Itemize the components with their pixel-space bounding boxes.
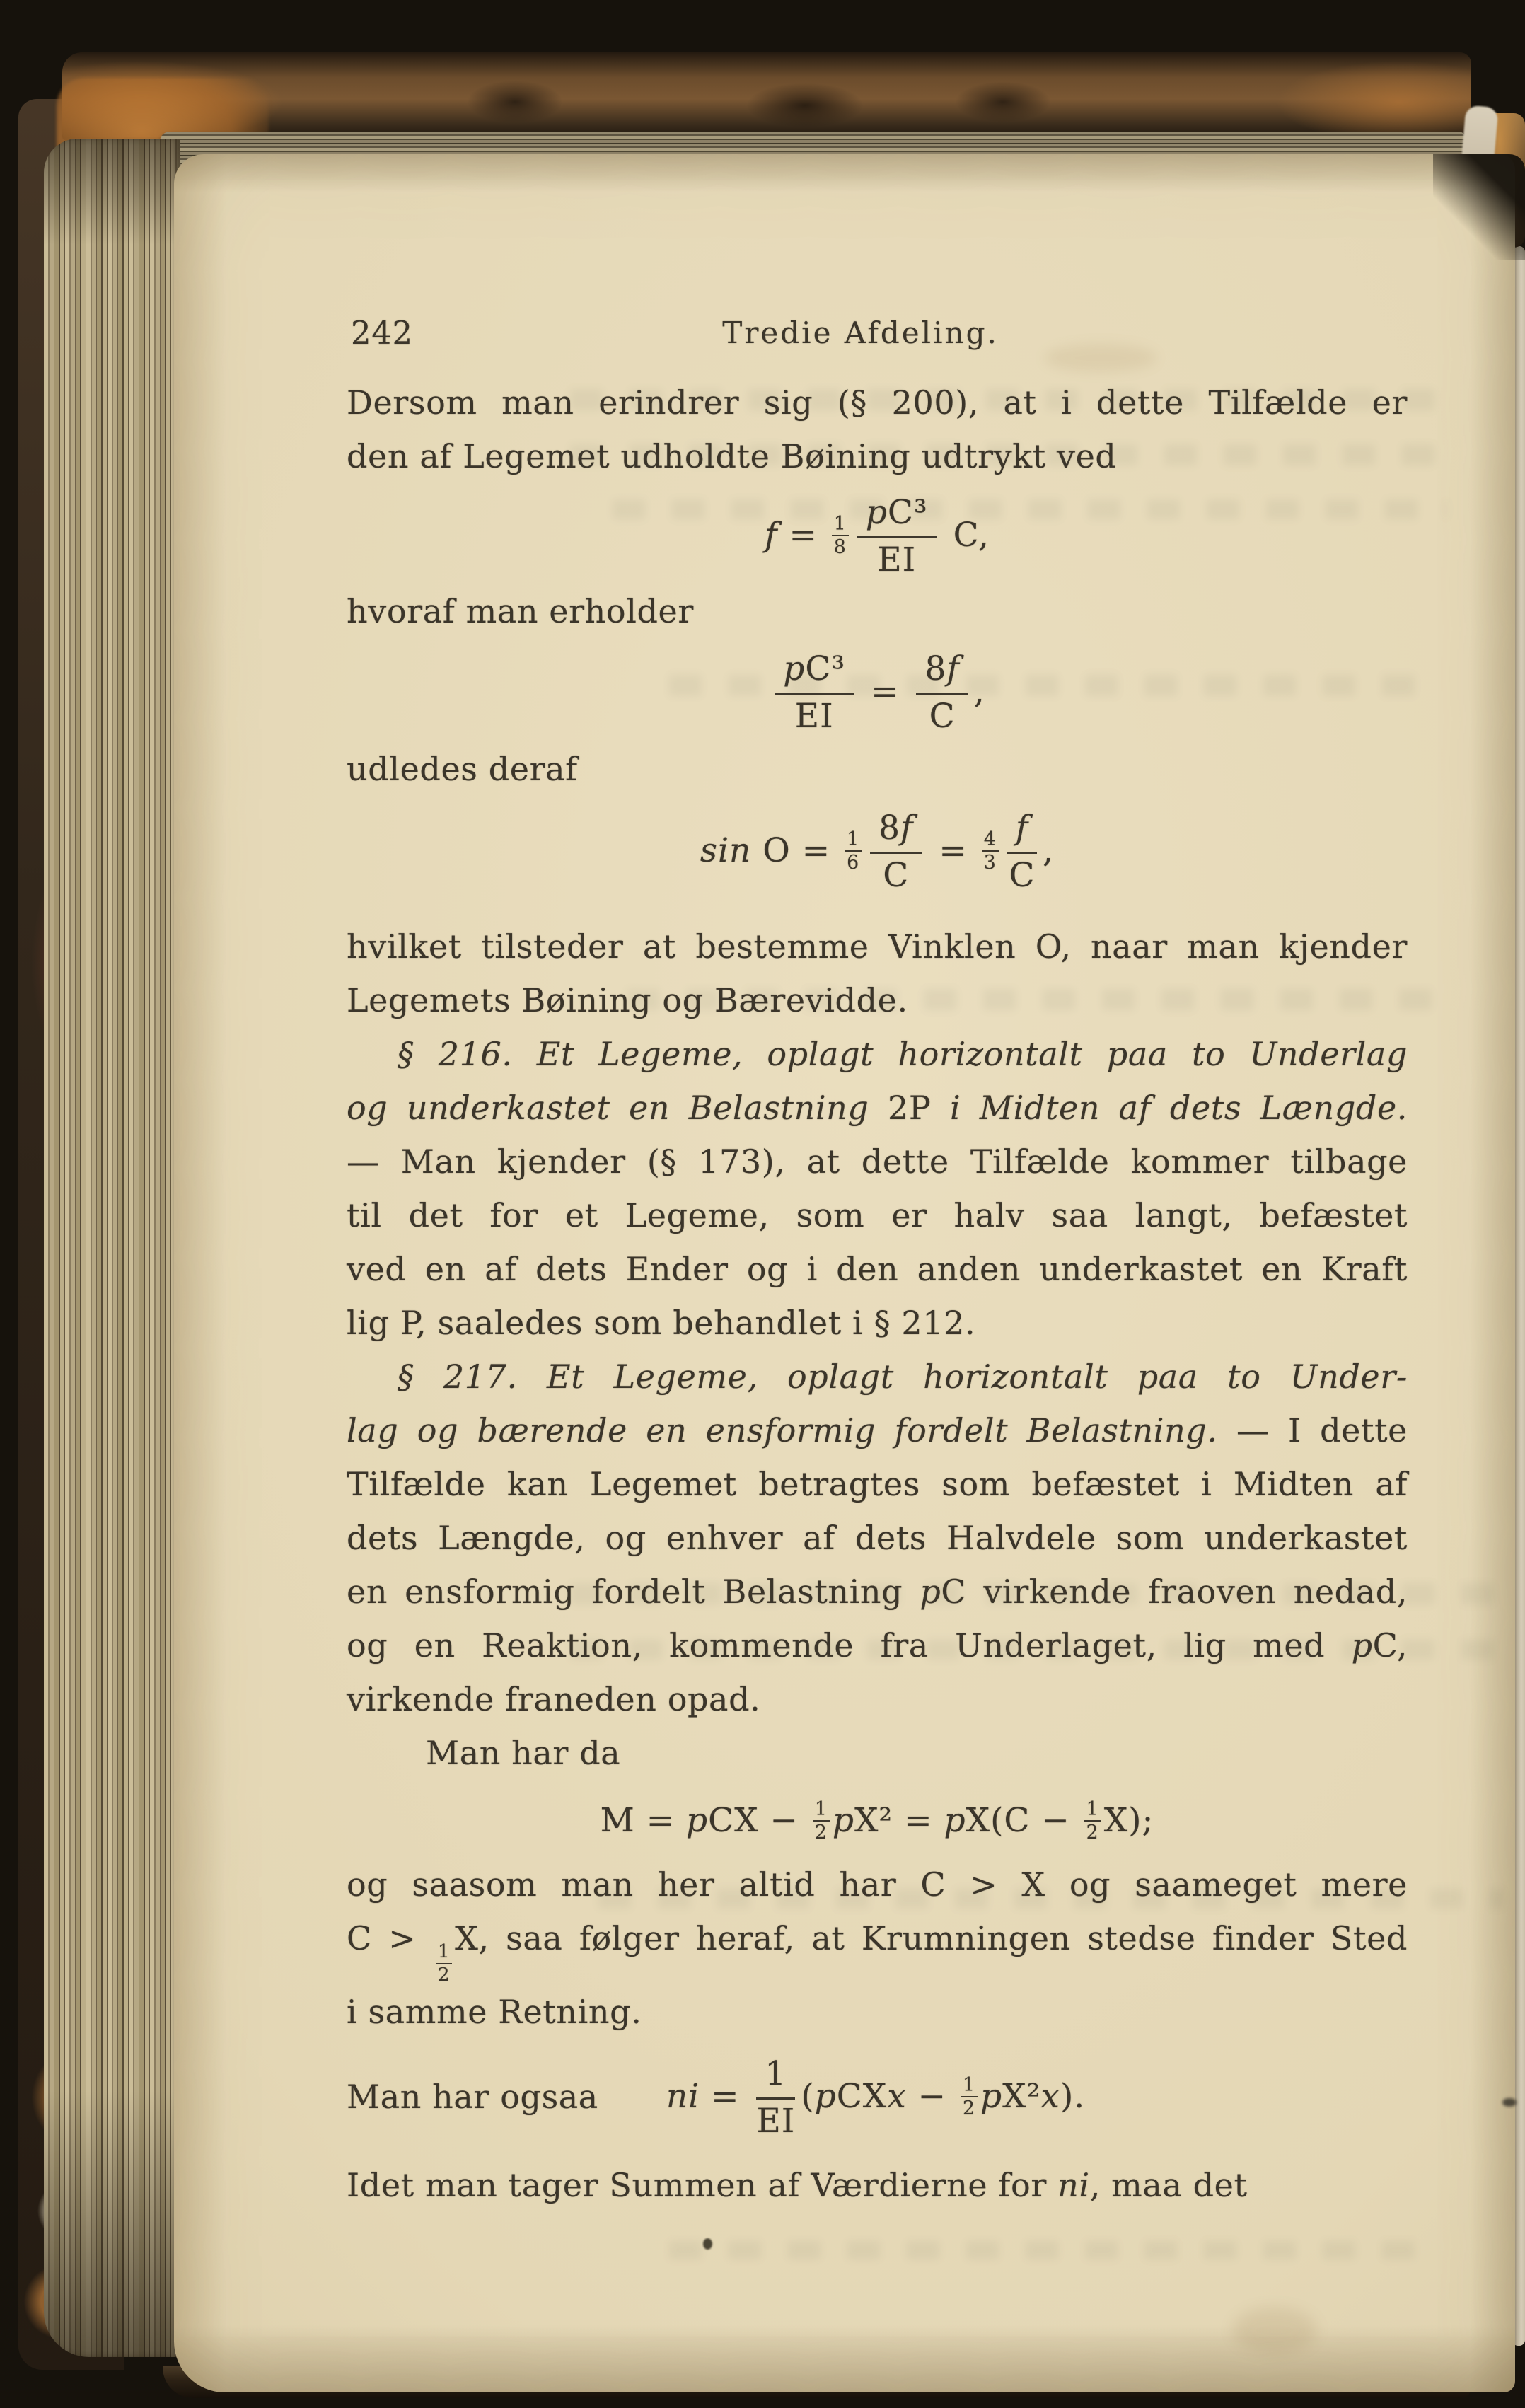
math-roman: og saasom man her altid har C > X og saameget mere [347,1865,1408,1904]
math-italic: f [946,649,960,688]
text-line [347,1403,1408,1457]
math-italic: § 217. Et Legeme, oplagt horizontalt paa to Under- [398,1357,1408,1396]
math-roman: X); [1103,1800,1154,1840]
math-roman: C, [941,516,990,555]
paper-stain [1232,2308,1317,2353]
small-fraction: $\frac{4}{3}$ [982,830,999,873]
text-line [347,1457,1408,1511]
math-roman: C [1009,855,1036,895]
math-roman: Legemets Bøining og Bærevidde. [347,980,908,1019]
section-217 [347,1350,1408,1726]
math-roman: , [1043,831,1055,871]
formula-ni [666,2054,1086,2141]
math-italic: x [1040,2077,1060,2117]
small-fraction: $\frac{1}{2}$ [961,2076,978,2119]
fraction [756,2054,796,2141]
formula-deflection [347,494,1408,577]
math-roman: = [700,2077,751,2117]
math-roman: = [859,672,911,712]
math-roman: virkende franeden opad. [347,1679,761,1718]
math-italic: p [814,2077,837,2117]
math-roman: EI [794,696,834,736]
line-man-har-ogsaa [347,2054,1408,2141]
math-italic: p [944,1800,966,1840]
math-italic: ni [1057,2165,1090,2204]
math-roman: — I dette [1217,1411,1408,1449]
text-line [347,2158,1408,2212]
text-line [347,1565,1408,1619]
text-line [347,1135,1408,1188]
text-line [347,920,1408,973]
fraction [916,651,968,734]
math-italic: f [765,516,778,555]
text-line [347,1726,1408,1780]
text-line [347,1350,1408,1403]
math-roman: 8 [924,649,947,688]
page-text-block [347,306,1408,2212]
paragraph-intro [347,376,1408,483]
fraction [775,651,854,734]
math-roman: X, saa følger heraf, at Krumningen stedse finder Sted [455,1919,1408,1958]
math-roman: 2P [888,1088,932,1127]
math-roman: og en Reaktion, kommende fra Underlaget, lig med [347,1626,1352,1665]
paragraph-hvilket [347,920,1408,1027]
book-cover-top-edge [62,52,1471,137]
math-roman: hvilket tilsteder at bestemme Vinklen O, naar man kjender [347,927,1408,966]
running-head: Tredie Afdeling. [722,316,999,350]
math-italic: p [832,1800,854,1840]
math-roman: O = [751,831,842,871]
math-italic: og underkastet en Belastning [347,1088,888,1127]
math-roman: C³ [805,649,846,688]
math-italic: § 216. Et Legeme, oplagt horizontalt paa to Underlag [398,1034,1408,1073]
page-stack-left-edge [44,139,180,2357]
math-roman: M = [600,1800,687,1840]
math-roman: C, [1372,1626,1408,1665]
text-line [347,1188,1408,1242]
math-italic: f [900,808,914,847]
page-top-right-shadow [1433,154,1525,260]
math-italic: p [1351,1626,1373,1665]
text-line [347,1911,1408,1984]
small-fraction: $\frac{1}{8}$ [832,514,849,557]
paragraph-hvoraf [347,584,1408,638]
math-roman: lig P, saaledes som behandlet i § 212. [347,1303,976,1342]
math-roman: , [973,672,985,712]
text-line [347,2070,598,2124]
math-roman: = [777,516,829,555]
math-italic: f [1015,808,1029,847]
math-roman: — Man kjender (§ 173), at dette Tilfælde kommer tilbage [347,1142,1408,1181]
math-italic: ni [666,2077,700,2117]
formula-moment [347,1800,1408,1843]
math-roman: X² [1002,2077,1041,2117]
math-roman: den af Legemet udholdte Bøining udtrykt ved [347,437,1117,475]
math-roman: CX [836,2077,888,2117]
math-italic: p [980,2077,1003,2117]
text-line [347,1081,1408,1135]
math-roman: C [883,855,910,895]
text-line [347,742,1408,796]
small-fraction: $\frac{1}{2}$ [436,1943,452,1984]
math-italic: sin [700,831,752,871]
bleed-through-ghost [669,2241,1433,2259]
math-roman: − [906,2077,958,2117]
paragraph-udledes [347,742,1408,796]
math-roman: EI [877,540,917,579]
page-header [347,306,1408,352]
math-roman: ( [801,2077,815,2117]
math-italic: p [783,649,806,688]
fraction [857,494,937,577]
text-line [347,1858,1408,1911]
math-roman: = [927,831,979,871]
math-italic: p [686,1800,709,1840]
math-roman: C virkende fraoven nedad, [941,1572,1408,1611]
text-line [347,1027,1408,1081]
text-line [347,429,1408,483]
math-roman: X² = [854,1800,944,1840]
math-italic: i Midten af dets Længde. [931,1088,1408,1127]
ink-stain [703,2238,712,2250]
paragraph-idet [347,2158,1408,2212]
math-roman: Dersom man erindrer sig (§ 200), at i dette Tilfælde er [347,383,1408,422]
section-216 [347,1027,1408,1350]
text-line [347,973,1408,1027]
text-line [347,1672,1408,1726]
text-line [347,1985,1408,2039]
math-roman: dets Længde, og enhver af dets Halvdele som underkastet [347,1518,1408,1557]
paragraph-man-har-da [347,1726,1408,1780]
math-roman: C > [347,1919,433,1958]
math-roman: hvoraf man erholder [347,591,694,630]
small-fraction: $\frac{1}{2}$ [813,1800,830,1843]
math-roman: Idet man tager Summen af Værdierne for [347,2165,1058,2204]
math-roman: ). [1060,2077,1086,2117]
math-roman: 1 [765,2054,787,2093]
math-roman: Man har ogsaa [347,2078,598,2117]
math-roman: C³ [887,493,928,532]
formula-sine [347,810,1408,893]
small-fraction: $\frac{1}{6}$ [845,830,862,873]
book-page [174,154,1515,2392]
math-roman: ved en af dets Ender og i den anden underkastet en Kraft [347,1249,1408,1288]
math-roman: C [929,696,956,736]
ink-stain [1502,2098,1517,2107]
fraction [1007,810,1037,893]
formula-relation [347,651,1408,734]
fraction [870,810,922,893]
math-italic: p [865,493,888,532]
page-number: 242 [351,314,413,352]
text-line [347,1242,1408,1296]
paragraph-saasom [347,1858,1408,2038]
text-line [347,1511,1408,1565]
math-roman: Man har da [426,1733,621,1772]
math-roman: X(C − [966,1800,1082,1840]
math-roman: 8 [879,808,901,847]
math-roman: Tilfælde kan Legemet betragtes som befæstet i Midten af [347,1464,1408,1503]
text-line [347,376,1408,429]
math-italic: p [920,1572,941,1611]
math-roman: EI [756,2101,796,2141]
text-line [347,584,1408,638]
math-roman: CX − [708,1800,810,1840]
math-italic: x [887,2077,907,2117]
math-roman: i samme Retning. [347,1992,642,2031]
text-line [347,1619,1408,1672]
math-italic: lag og bærende en ensformig fordelt Belastning. [347,1411,1218,1449]
math-roman: udledes deraf [347,749,578,788]
text-line [347,1296,1408,1350]
small-fraction: $\frac{1}{2}$ [1084,1800,1101,1843]
math-roman: til det for et Legeme, som er halv saa langt, befæstet [347,1196,1408,1234]
math-roman: en ensformig fordelt Belastning [347,1572,920,1611]
math-roman: , maa det [1089,2165,1248,2204]
